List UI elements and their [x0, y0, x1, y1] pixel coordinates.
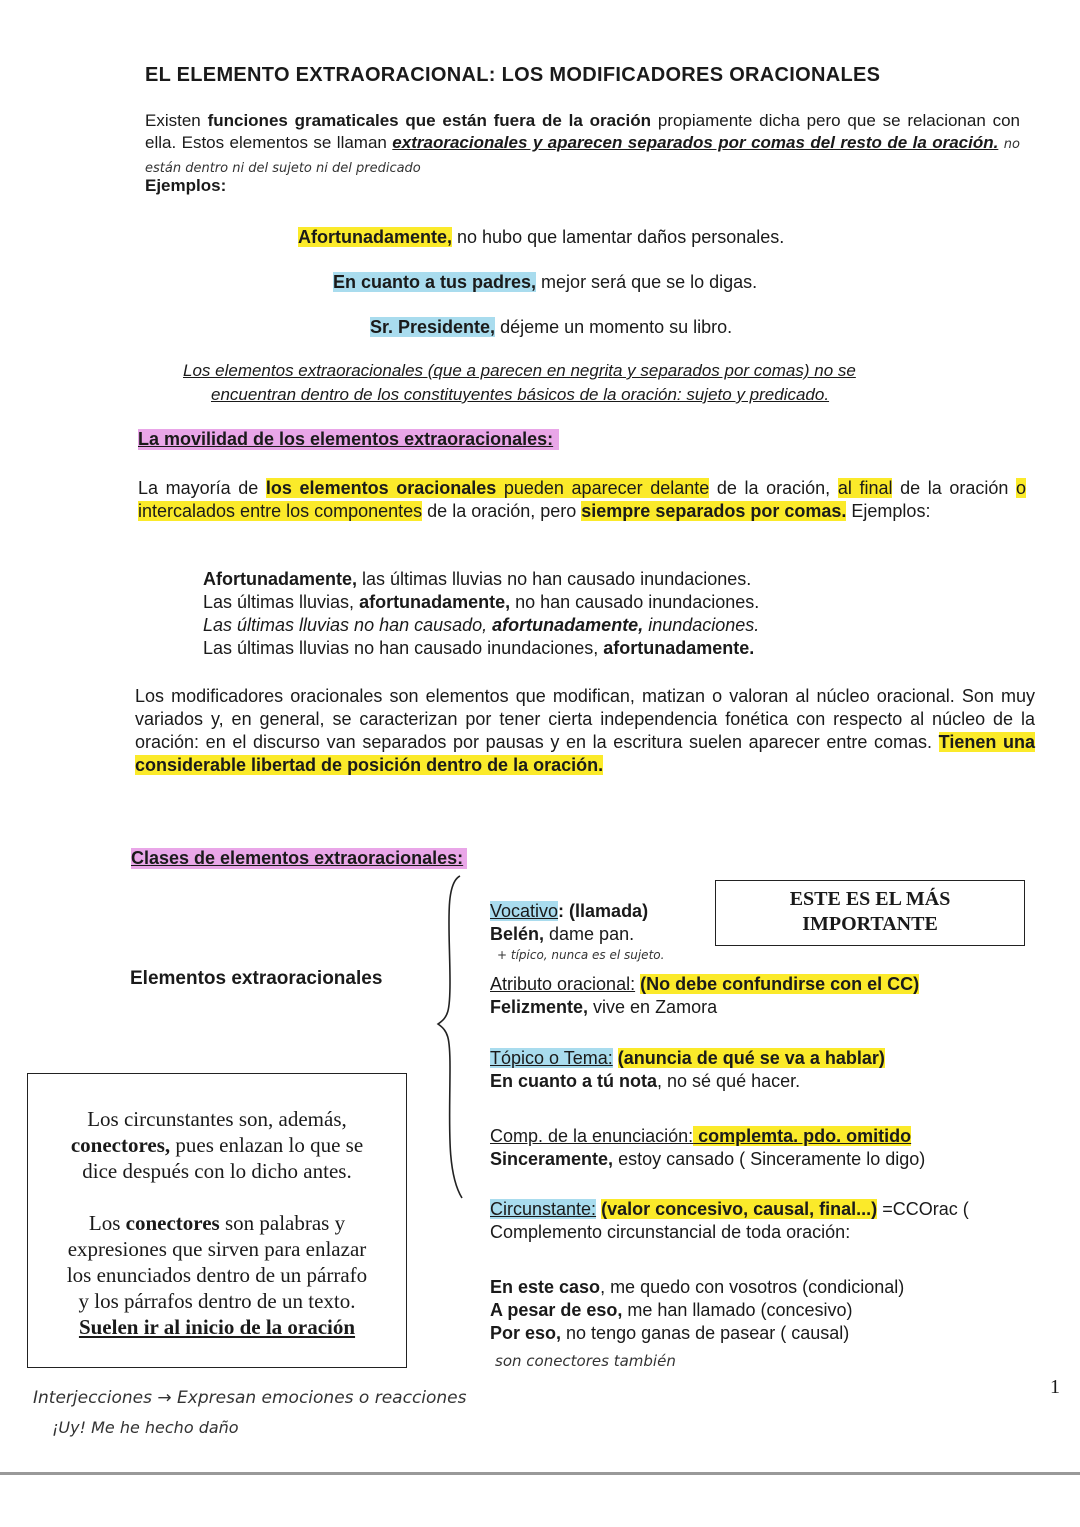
circ-ex1-bold: En este caso	[490, 1277, 601, 1297]
footer-handwritten-1: Interjecciones → Expresan emociones o reacciones	[33, 1388, 467, 1408]
circ-desc-tail: =CCOrac (	[877, 1199, 969, 1219]
conectores-l4-bold: conectores	[125, 1211, 220, 1235]
curly-brace	[428, 872, 468, 1202]
conectores-l8: Suelen ir al inicio de la oración	[78, 1315, 356, 1339]
vocativo-item	[490, 900, 648, 946]
circ-ex3-rest: no tengo ganas de pasear ( causal)	[561, 1323, 850, 1343]
atributo-item	[490, 973, 919, 1019]
circunstante-note: son conectores también	[495, 1352, 676, 1370]
examples-2	[203, 568, 759, 660]
vocativo-note: + típico, nunca es el sujeto.	[497, 948, 665, 962]
important-box-text: ESTE ES EL MÁS IMPORTANTE	[789, 888, 951, 935]
circunstante-examples	[490, 1276, 904, 1345]
circ-sub: Complemento circunstancial de toda oración:	[490, 1222, 851, 1242]
example-1-rest: no hubo que lamentar daños personales.	[452, 227, 785, 247]
circ-label: Circunstante:	[490, 1199, 597, 1219]
ex2-line-4	[203, 637, 759, 660]
movilidad-paragraph	[138, 477, 1026, 523]
mov-text-9: siempre separados por comas.	[581, 501, 847, 521]
mov-text-5: al final	[837, 478, 893, 498]
mov-text-6: de la oración	[892, 478, 1016, 498]
mod-text: Los modificadores oracionales son elementos que modifican, matizan o valoran al núcleo oracional. Son muy variados y, en general, se caracterizan por tener cierta independencia fonética con respecto al núcleo de la oración: en el discurso van separados por pausas y en la escritura suelen aparecer entre comas.	[135, 686, 1035, 752]
footer-handwritten-2: ¡Uy! Me he hecho daño	[52, 1418, 239, 1437]
example-3-bold: Sr. Presidente,	[370, 317, 496, 337]
example-2-rest: mejor será que se lo digas.	[536, 272, 758, 292]
circ-ex2-rest: me han llamado (concesivo)	[622, 1300, 853, 1320]
conectores-l5: expresiones que sirven para enlazar	[67, 1237, 367, 1261]
conectores-l4-rest: son palabras y	[219, 1211, 346, 1235]
example-2-bold: En cuanto a tus padres,	[333, 272, 537, 292]
intro-text-1: Existen	[145, 111, 208, 130]
section-heading-movilidad: La movilidad de los elementos extraoracionales:	[138, 429, 559, 450]
example-1	[298, 226, 784, 249]
vocativo-label: Vocativo	[490, 901, 559, 921]
important-box	[715, 880, 1025, 946]
mov-text-7: o intercalados entre los componentes	[138, 478, 1027, 521]
ejemplos-label: Ejemplos:	[145, 176, 227, 195]
circ-ex2-bold: A pesar de eso,	[490, 1300, 623, 1320]
conectores-l3: dice después con lo dicho antes.	[82, 1159, 352, 1183]
conectores-box	[27, 1073, 407, 1368]
mov-text-4: de la oración,	[709, 478, 838, 498]
italic-note-line-2: encuentran dentro de los constituyentes básicos de la oración: sujeto y predicado.	[211, 385, 830, 404]
ex2-l1-rest: las últimas lluvias no han causado inundaciones.	[357, 569, 752, 589]
ex2-l3-bold: afortunadamente,	[492, 615, 644, 635]
comp-enunciacion-item	[490, 1125, 925, 1171]
root-label: Elementos extraoracionales	[130, 968, 383, 989]
ex2-l2-rest: no han causado inundaciones.	[510, 592, 760, 612]
ex2-l4-a: Las últimas lluvias no han causado inundaciones,	[203, 638, 604, 658]
page-title: EL ELEMENTO EXTRAORACIONAL: LOS MODIFICADORES ORACIONALES	[145, 64, 881, 86]
comp-label: Comp. de la enunciación:	[490, 1126, 694, 1146]
mov-text-2: los elementos oracionales	[265, 478, 497, 498]
atributo-label: Atributo oracional:	[490, 974, 636, 994]
ex2-line-1	[203, 568, 759, 591]
vocativo-ex-rest: dame pan.	[544, 924, 635, 944]
conectores-l2-bold: conectores,	[70, 1133, 171, 1157]
atributo-ex-bold: Felizmente,	[490, 997, 589, 1017]
vocativo-desc: : (llamada)	[558, 901, 649, 921]
circ-desc: (valor concesivo, causal, final...)	[601, 1199, 878, 1219]
mov-text-10: Ejemplos:	[846, 501, 931, 521]
page-number: 1	[1050, 1376, 1060, 1398]
page-bottom-rule	[0, 1472, 1080, 1475]
ex2-line-3	[203, 614, 759, 637]
topico-label: Tópico o Tema:	[490, 1048, 613, 1068]
topico-ex-bold: En cuanto a tú nota	[490, 1071, 658, 1091]
ex2-l3-rest: inundaciones.	[643, 615, 760, 635]
mov-text-1: La mayoría de	[138, 478, 266, 498]
mod-highlight: Tienen una considerable libertad de posición dentro de la oración.	[135, 732, 1035, 775]
atributo-ex-rest: vive en Zamora	[588, 997, 718, 1017]
section-heading-clases: Clases de elementos extraoracionales:	[131, 848, 467, 869]
mov-text-8: de la oración, pero	[422, 501, 582, 521]
example-3-rest: déjeme un momento su libro.	[495, 317, 733, 337]
conectores-l4-a: Los	[88, 1211, 126, 1235]
example-3	[370, 316, 732, 339]
ex2-l1-bold: Afortunadamente,	[203, 569, 358, 589]
intro-text-4: extraoracionales y aparecen separados por comas del resto de la oración.	[392, 133, 999, 152]
ex2-l2-bold: afortunadamente,	[359, 592, 511, 612]
ex2-l3-a: Las últimas lluvias no han causado,	[203, 615, 493, 635]
intro-text-2: funciones gramaticales que están fuera de la oración	[207, 111, 652, 130]
intro-paragraph	[145, 110, 1020, 180]
conectores-l1: Los circunstantes son, además,	[87, 1107, 347, 1131]
circ-ex1-rest: , me quedo con vosotros (condicional)	[600, 1277, 905, 1297]
handwritten-note: no están dentro ni del sujeto ni del predicado	[145, 137, 1020, 176]
ex2-line-2	[203, 591, 759, 614]
ex2-l4-bold: afortunadamente.	[603, 638, 755, 658]
circ-ex3-bold: Por eso,	[490, 1323, 562, 1343]
conectores-l6: los enunciados dentro de un párrafo	[66, 1263, 368, 1287]
comp-ex-bold: Sinceramente,	[490, 1149, 614, 1169]
comp-ex-rest: estoy cansado ( Sinceramente lo digo)	[613, 1149, 926, 1169]
topico-desc: (anuncia de qué se va a hablar)	[617, 1048, 885, 1068]
atributo-desc: (No debe confundirse con el CC)	[640, 974, 920, 994]
intro-text-3: propiamente dicha pero que se relacionan con ella. Estos elementos se llaman	[145, 111, 1021, 152]
topico-ex-rest: , no sé qué hacer.	[657, 1071, 801, 1091]
vocativo-ex-bold: Belén,	[490, 924, 545, 944]
example-1-bold: Afortunadamente,	[298, 227, 453, 247]
circunstante-item	[490, 1198, 1060, 1244]
topico-item	[490, 1047, 885, 1093]
modificadores-paragraph	[135, 685, 1035, 777]
comp-desc: complemta. pdo. omitido	[693, 1126, 912, 1146]
mov-text-3: pueden aparecer delante	[496, 478, 710, 498]
conectores-l7: y los párrafos dentro de un texto.	[78, 1289, 356, 1313]
conectores-l2-rest: pues enlazan lo que se	[170, 1133, 364, 1157]
italic-note-line-1: Los elementos extraoracionales (que a parecen en negrita y separados por comas) no se	[183, 361, 856, 380]
example-2	[333, 271, 757, 294]
ex2-l2-a: Las últimas lluvias,	[203, 592, 360, 612]
